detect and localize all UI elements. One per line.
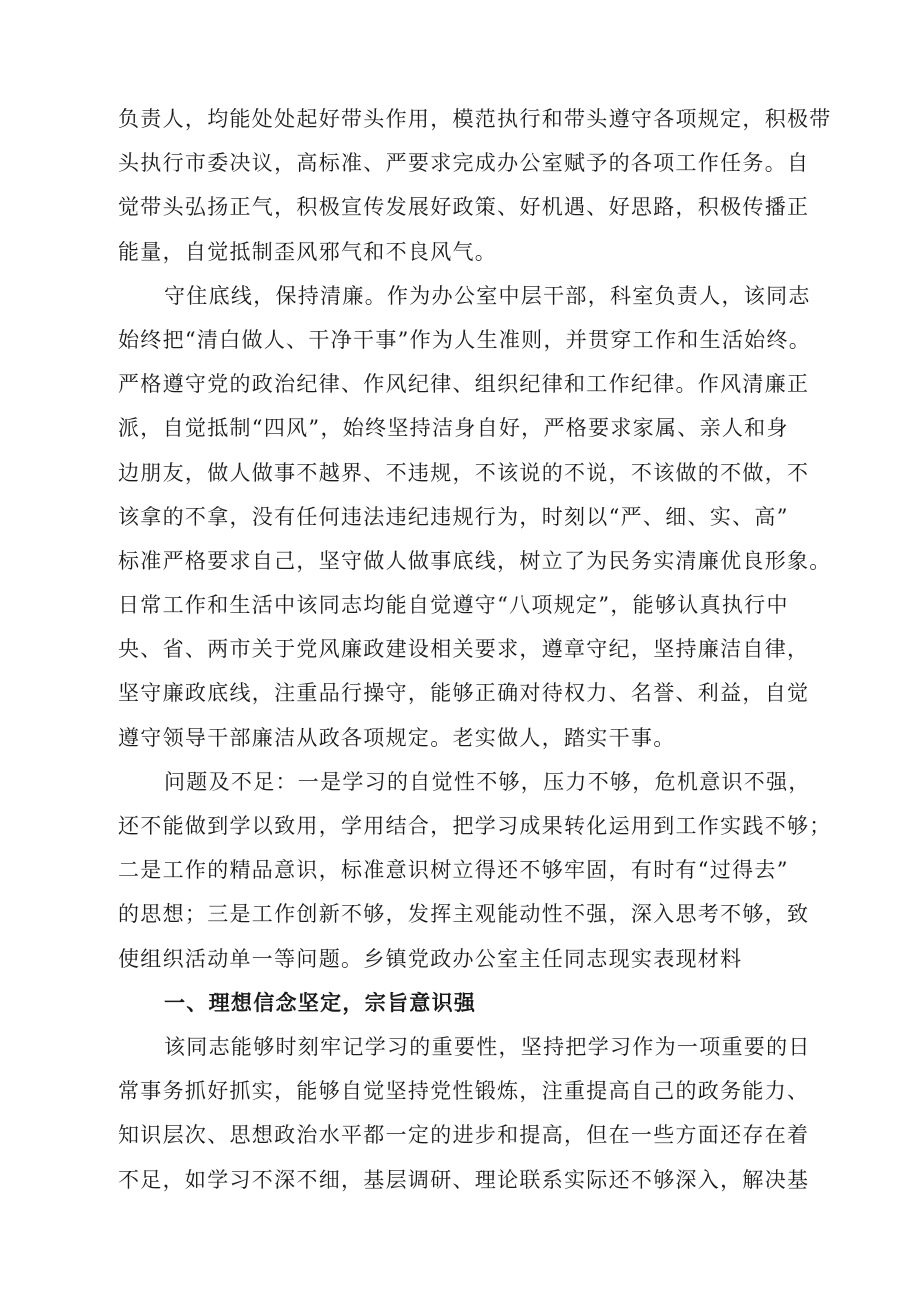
text-line: 坚守廉政底线，注重品行操守，能够正确对待权力、名誉、利益，自觉 [118,681,810,706]
text-line: 能量，自觉抵制歪风邪气和不良风气。 [118,239,498,264]
text-line: 央、省、两市关于党风廉政建设相关要求，遵章守纪，坚持廉洁自律， [118,637,810,662]
text-line: 标准严格要求自己，坚守做人做事底线，树立了为民务实清廉优良形象。 [118,548,832,573]
text-line: 还不能做到学以致用，学用结合，把学习成果转化运用到工作实践不够； [118,814,832,838]
text-line: 该同志能够时刻牢记学习的重要性，坚持把学习作为一项重要的日 [164,1034,811,1059]
text-line: 问题及不足：一是学习的自觉性不够，压力不够，危机意识不强， [164,769,811,794]
text-line: 知识层次、思想政治水平都一定的进步和提高，但在一些方面还存在着 [118,1123,810,1148]
text-line: 始终把“清白做人、干净干事”作为人生准则，并贯穿工作和生活始终。 [118,327,812,352]
text-line: 觉带头弘扬正气，积极宣传发展好政策、好机遇、好思路，积极传播正 [118,195,810,220]
text-line: 日常工作和生活中该同志均能自觉遵守“八项规定”，能够认真执行中 [118,593,789,618]
text-line: 负责人，均能处处起好带头作用，模范执行和带头遵守各项规定，积极带 [118,107,832,131]
document-body [118,97,846,1202]
paragraph-3 [118,760,846,981]
text-line: 常事务抓好抓实，能够自觉坚持党性锻炼，注重提高自己的政务能力、 [118,1079,810,1104]
text-line: 使组织活动单一等问题。乡镇党政办公室主任同志现实表现材料 [118,946,743,971]
text-line: 遵守领导干部廉洁从政各项规定。老实做人，踏实干事。 [118,725,676,750]
text-line: 派，自觉抵制“四风”，始终坚持洁身自好，严格要求家属、亲人和身 [118,416,789,441]
text-line: 守住底线，保持清廉。作为办公室中层干部，科室负责人，该同志 [164,283,811,308]
paragraph-2 [118,274,846,760]
text-line: 的思想；三是工作创新不够，发挥主观能动性不强，深入思考不够，致 [118,902,810,927]
text-line: 严格遵守党的政治纪律、作风纪律、组织纪律和工作纪律。作风清廉正 [118,372,810,397]
section-heading: 一、理想信念坚定，宗旨意识强 [164,990,477,1015]
text-line: 该拿的不拿，没有任何违法违纪违规行为，时刻以“严、细、实、高” [118,504,789,529]
text-line: 二是工作的精品意识，标准意识树立得还不够牢固，有时有“过得去” [118,858,789,883]
text-line: 不足，如学习不深不细，基层调研、理论联系实际还不够深入，解决基 [118,1167,810,1192]
text-line: 边朋友，做人做事不越界、不违规，不该说的不说，不该做的不做，不 [118,460,810,485]
text-line: 头执行市委决议，高标准、严要求完成办公室赋予的各项工作任务。自 [118,151,810,176]
paragraph-1 [118,97,846,274]
paragraph-4 [118,1025,846,1202]
